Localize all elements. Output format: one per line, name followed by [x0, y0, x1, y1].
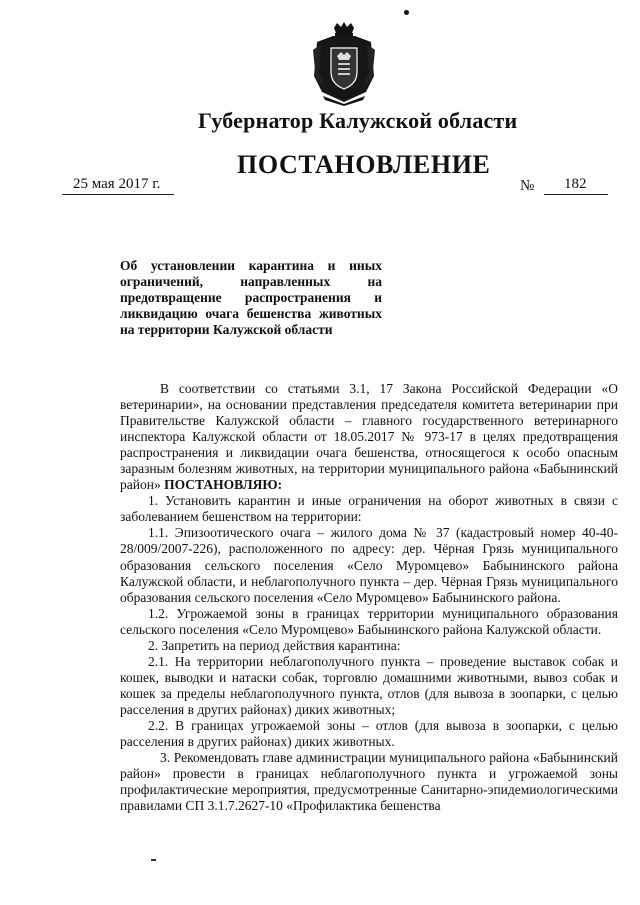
paragraph-2: 2. Запретить на период действия карантина:	[148, 637, 401, 653]
date-underline	[62, 194, 174, 195]
paragraph-1-2: 1.2. Угрожаемой зоны в границах территории муниципального образования сельского поселения «Село Муромцево» Бабынинского района Калужской области.	[120, 605, 618, 637]
page-mark-dot	[404, 10, 409, 15]
document-date: 25 мая 2017 г.	[73, 176, 161, 192]
subject-line: на территории Калужской области	[120, 322, 333, 337]
paragraph-1: 1. Установить карантин и иные ограничения на оборот животных в связи с заболеванием бешенством на территории:	[120, 493, 618, 525]
subject-line: Об установлении карантина и иных	[120, 258, 382, 273]
paragraph-2-2: 2.2. В границах угрожаемой зоны – отлов (для вывоза в зоопарки, с целью расселения в других районах) диких животных.	[120, 717, 618, 750]
scan-mark	[151, 859, 156, 861]
paragraph-1-1: 1.1. Эпизоотического очага – жилого дома № 37 (кадастровый номер 40-40-28/009/2007-226), расположенного по адресу: дер. Чёрная Грязь муниципального образования сельского поселения «Село Муромцево» Бабынинского района Калужской области, и неблагополучного пункта – дер. Чёрная Грязь муниципального образования сельского поселения «Село Муромцево» Бабынинского района.	[120, 525, 618, 605]
number-underline	[544, 194, 608, 195]
subject-block	[120, 258, 382, 338]
subject-line: ограничений, направленных на	[120, 274, 382, 289]
document-body	[120, 381, 618, 814]
intro-text: В соответствии со статьями 3.1, 17 Закона Российской Федерации «О ветеринарии», на основании представления председателя комитета ветеринарии при Правительстве Калужской области – главного государственного ветеринарного инспектора Калужской области от 18.05.2017 № 973-17 в целях предотвращения распространения и ликвидации очага бешенства, относящегося к особо опасным заразным болезням животных, на территории муниципального района «Бабынинский район»	[120, 381, 618, 493]
kaluga-coat-of-arms-icon	[311, 22, 377, 106]
paragraph-3: 3. Рекомендовать главе администрации муниципального района «Бабынинский район» провести в границах неблагополучного пункта и угрожаемой зоны профилактические мероприятия, предусмотренные Санитарно-эпидемиологическими правилами СП 3.1.7.2627-10 «Профилактика бешенства	[120, 750, 618, 814]
subject-line: предотвращение распространения и	[120, 290, 382, 305]
document-number: 182	[564, 176, 587, 192]
resolution-keyword: ПОСТАНОВЛЯЮ:	[164, 477, 283, 493]
authority-title: Губернатор Калужской области	[198, 108, 518, 133]
subject-line: ликвидацию очага бешенства животных	[120, 306, 382, 321]
intro-paragraph	[120, 381, 618, 493]
document-type-heading: ПОСТАНОВЛЕНИЕ	[237, 150, 491, 179]
number-prefix: №	[520, 178, 535, 194]
paragraph-2-1: 2.1. На территории неблагополучного пункта – проведение выставок собак и кошек, выводки и натаски собак, торговлю домашними животными, вывоз собак и кошек за пределы неблагополучного пункта, отлов (для вывоза в зоопарки, с целью расселения в других районах) диких животных;	[120, 653, 618, 717]
